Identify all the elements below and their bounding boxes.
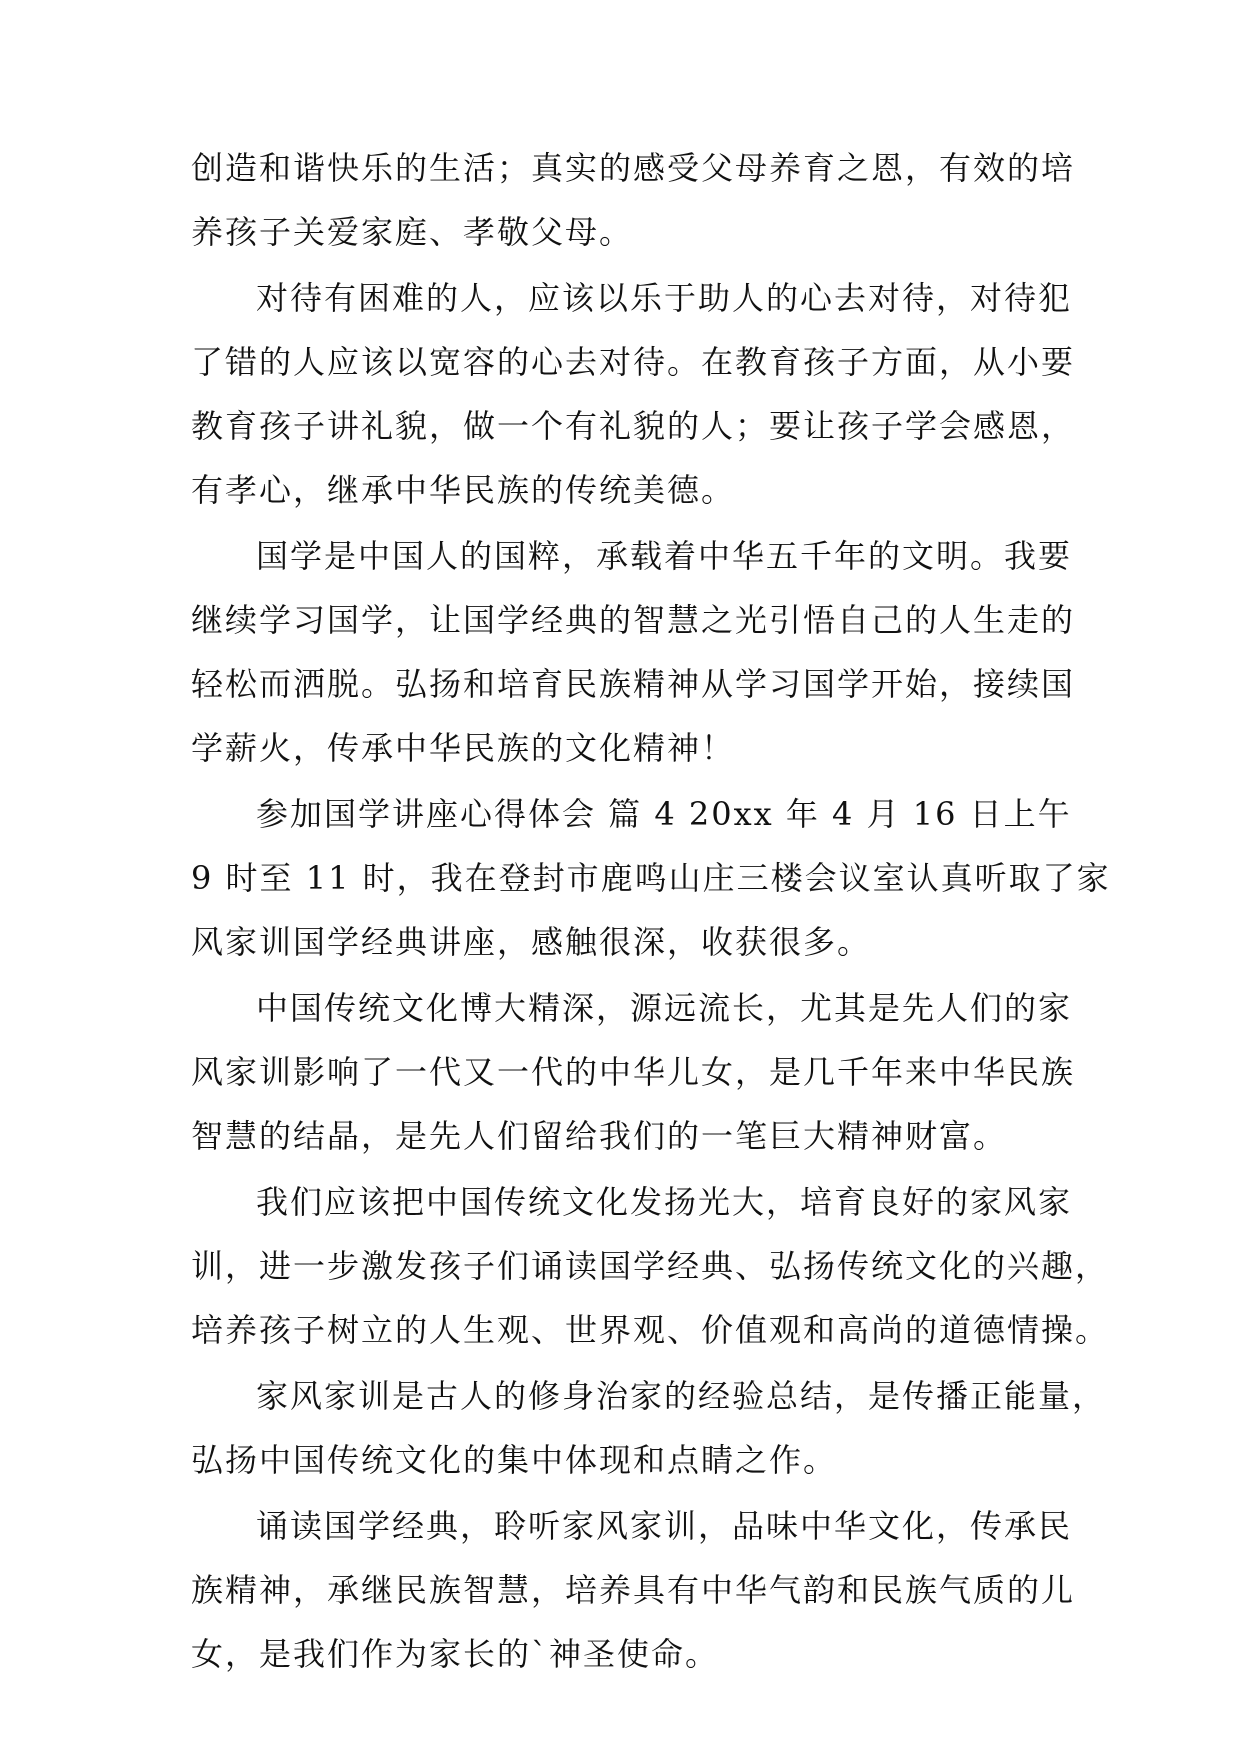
paragraph-start-line: 参加国学讲座心得体会 篇 4 20xx 年 4 月 16 日上午 (256, 795, 1072, 833)
paragraph-start-line: 我们应该把中国传统文化发扬光大，培育良好的家风家 (256, 1183, 1073, 1221)
text-line: 风家训国学经典讲座，感触很深，收获很多。 (191, 923, 872, 961)
text-line: 继续学习国学，让国学经典的智慧之光引悟自己的人生走的 (191, 601, 1076, 639)
paragraph-start-line: 对待有困难的人，应该以乐于助人的心去对待，对待犯 (256, 279, 1073, 317)
text-line: 培养孩子树立的人生观、世界观、价值观和高尚的道德情操。 (191, 1311, 1110, 1349)
text-line: 学薪火，传承中华民族的文化精神！ (191, 729, 736, 767)
text-line: 教育孩子讲礼貌，做一个有礼貌的人；要让孩子学会感恩， (191, 407, 1076, 445)
text-line: 风家训影响了一代又一代的中华儿女，是几千年来中华民族 (191, 1053, 1076, 1091)
paragraph-start-line: 中国传统文化博大精深，源远流长，尤其是先人们的家 (256, 989, 1073, 1027)
text-line: 创造和谐快乐的生活；真实的感受父母养育之恩，有效的培 (191, 149, 1076, 187)
text-line: 养孩子关爱家庭、孝敬父母。 (191, 213, 634, 251)
text-line: 族精神，承继民族智慧，培养具有中华气韵和民族气质的儿 (191, 1571, 1076, 1609)
text-line: 女，是我们作为家长的`神圣使命。 (191, 1635, 720, 1673)
text-line: 训，进一步激发孩子们诵读国学经典、弘扬传统文化的兴趣， (191, 1247, 1110, 1285)
text-line: 轻松而洒脱。弘扬和培育民族精神从学习国学开始，接续国 (191, 665, 1076, 703)
paragraph-start-line: 家风家训是古人的修身治家的经验总结，是传播正能量， (256, 1377, 1107, 1415)
paragraph-start-line: 诵读国学经典，聆听家风家训，品味中华文化，传承民 (256, 1507, 1073, 1545)
text-line: 弘扬中国传统文化的集中体现和点睛之作。 (191, 1441, 838, 1479)
text-line: 有孝心，继承中华民族的传统美德。 (191, 471, 736, 509)
text-line: 了错的人应该以宽容的心去对待。在教育孩子方面，从小要 (191, 343, 1076, 381)
text-line: 智慧的结晶，是先人们留给我们的一笔巨大精神财富。 (191, 1117, 1008, 1155)
text-line: 9 时至 11 时，我在登封市鹿鸣山庄三楼会议室认真听取了家 (191, 859, 1111, 897)
paragraph-start-line: 国学是中国人的国粹，承载着中华五千年的文明。我要 (256, 537, 1073, 575)
